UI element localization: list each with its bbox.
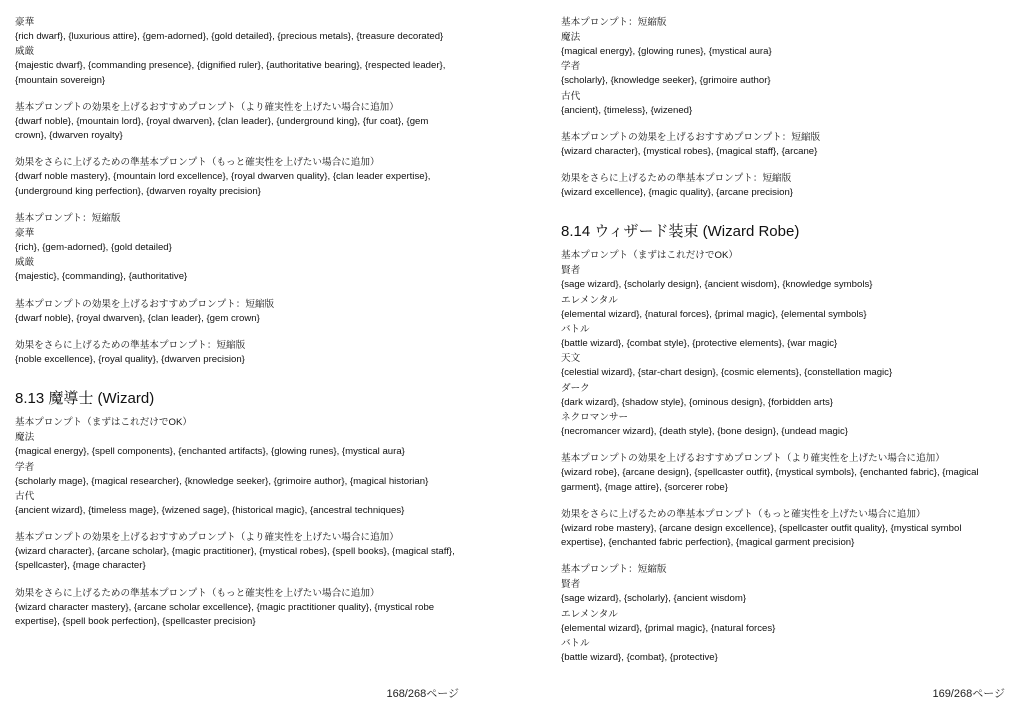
prompt-label: エレメンタル — [561, 608, 618, 620]
prompt-label: 基本プロンプト：短縮版 — [561, 17, 667, 28]
prompt-group — [15, 15, 460, 88]
prompt-keywords: {dwarf noble}, {mountain lord}, {royal dwarven}, {clan leader}, {underground king}, {fur coat}, {gem crown}, {dwarven royalty} — [15, 115, 429, 142]
prompt-keywords: {dark wizard}, {shadow style}, {ominous design}, {forbidden arts} — [561, 396, 833, 408]
section-heading: 8.13 魔導士 (Wizard) — [15, 390, 155, 408]
prompt-keywords: {rich dwarf}, {luxurious attire}, {gem-adorned}, {gold detailed}, {precious metals}, {treasure decorated} — [15, 31, 444, 42]
prompt-keywords: {ancient wizard}, {timeless mage}, {wizened sage}, {historical magic}, {ancestral techniques} — [15, 504, 405, 516]
prompt-group — [561, 130, 1006, 159]
prompt-keywords: {dwarf noble mastery}, {mountain lord excellence}, {royal dwarven quality}, {clan leader expertise}, {underground king perfection}, {dwarven royalty precision} — [15, 171, 431, 197]
prompt-keywords: {sage wizard}, {scholarly design}, {ancient wisdom}, {knowledge symbols} — [561, 279, 873, 291]
prompt-group — [15, 338, 460, 367]
prompt-keywords: {sage wizard}, {scholarly}, {ancient wisdom} — [561, 593, 747, 605]
prompt-group — [15, 586, 460, 630]
page-number: 168/268ページ — [386, 688, 459, 700]
prompt-label: 基本プロンプト（まずはこれだけでOK） — [561, 250, 738, 262]
prompt-keywords: {ancient}, {timeless}, {wizened} — [561, 104, 693, 116]
prompt-keywords: {necromancer wizard}, {death style}, {bone design}, {undead magic} — [561, 425, 848, 437]
prompt-label: 基本プロンプトの効果を上げるおすすめプロンプト：短縮版 — [561, 131, 821, 143]
prompt-label: 豪華 — [15, 228, 35, 240]
prompt-label: ダーク — [561, 382, 590, 394]
page-168 — [15, 15, 460, 641]
page-number: 169/268ページ — [932, 688, 1005, 700]
prompt-group — [15, 100, 460, 144]
prompt-keywords: {battle wizard}, {combat}, {protective} — [561, 652, 718, 664]
prompt-keywords: {dwarf noble}, {royal dwarven}, {clan leader}, {gem crown} — [15, 312, 260, 324]
prompt-keywords: {elemental wizard}, {natural forces}, {primal magic}, {elemental symbols} — [561, 308, 867, 320]
prompt-label: 効果をさらに上げるための準基本プロンプト（もっと確実性を上げたい場合に追加） — [561, 508, 926, 520]
prompt-keywords: {majestic dwarf}, {commanding presence}, {dignified ruler}, {authoritative bearing}, {respected leader}, {mountain sovereign} — [15, 60, 446, 86]
prompt-label: バトル — [561, 638, 590, 650]
prompt-label: エレメンタル — [561, 294, 618, 306]
prompt-label: 基本プロンプトの効果を上げるおすすめプロンプト（より確実性を上げたい場合に追加） — [15, 101, 399, 113]
prompt-group — [15, 415, 460, 518]
prompt-label: 効果をさらに上げるための準基本プロンプト：短縮版 — [561, 173, 792, 185]
prompt-group — [15, 155, 460, 199]
prompt-label: 威厳 — [15, 257, 35, 269]
prompt-label: 賢者 — [561, 579, 581, 591]
prompt-keywords: {wizard robe mastery}, {arcane design excellence}, {spellcaster outfit quality}, {mystical symbol expertise}, {enchanted fabric perfection}, {magical garment precision} — [561, 522, 962, 549]
prompt-group — [561, 171, 1006, 200]
prompt-keywords: {majestic}, {commanding}, {authoritative} — [15, 271, 188, 283]
prompt-label: ネクロマンサー — [561, 411, 629, 423]
prompt-label: 学者 — [15, 461, 35, 473]
prompt-group — [561, 15, 1006, 118]
prompt-keywords: {celestial wizard}, {star-chart design}, {cosmic elements}, {constellation magic} — [561, 367, 893, 379]
prompt-label: 基本プロンプトの効果を上げるおすすめプロンプト（より確実性を上げたい場合に追加） — [561, 453, 945, 465]
prompt-label: 賢者 — [561, 265, 581, 277]
prompt-group — [561, 562, 1006, 665]
prompt-group — [561, 451, 1006, 495]
prompt-label: 基本プロンプトの効果を上げるおすすめプロンプト：短縮版 — [15, 298, 275, 310]
prompt-keywords: {noble excellence}, {royal quality}, {dwarven precision} — [15, 353, 245, 365]
prompt-label: 基本プロンプトの効果を上げるおすすめプロンプト（より確実性を上げたい場合に追加） — [15, 532, 399, 544]
prompt-label: 基本プロンプト：短縮版 — [15, 213, 121, 225]
prompt-keywords: {wizard excellence}, {magic quality}, {arcane precision} — [561, 187, 793, 199]
prompt-keywords: {rich}, {gem-adorned}, {gold detailed} — [15, 242, 172, 254]
prompt-label: 威厳 — [15, 46, 35, 58]
prompt-keywords: {scholarly}, {knowledge seeker}, {grimoire author} — [561, 75, 771, 87]
prompt-label: 魔法 — [561, 32, 581, 43]
prompt-keywords: {scholarly mage}, {magical researcher}, {knowledge seeker}, {grimoire author}, {magical historian} — [15, 475, 429, 487]
prompt-label: 古代 — [561, 90, 581, 102]
prompt-label: バトル — [561, 324, 590, 336]
prompt-keywords: {wizard character}, {mystical robes}, {magical staff}, {arcane} — [561, 145, 818, 157]
page-169 — [561, 15, 1006, 677]
section-heading: 8.14 ウィザード装束 (Wizard Robe) — [561, 223, 800, 241]
prompt-label: 効果をさらに上げるための準基本プロンプト：短縮版 — [15, 339, 246, 351]
prompt-label: 基本プロンプト（まずはこれだけでOK） — [15, 417, 192, 429]
prompt-group — [561, 248, 1006, 439]
prompt-label: 天文 — [561, 353, 581, 365]
prompt-group — [15, 530, 460, 574]
prompt-keywords: {magical energy}, {spell components}, {enchanted artifacts}, {glowing runes}, {mystical aura} — [15, 446, 405, 458]
prompt-keywords: {wizard robe}, {arcane design}, {spellcaster outfit}, {mystical symbols}, {enchanted fabric}, {magical garment}, {mage attire}, {sorcerer robe} — [561, 467, 979, 493]
prompt-label: 古代 — [15, 490, 35, 502]
prompt-label: 基本プロンプト：短縮版 — [561, 564, 667, 576]
prompt-label: 効果をさらに上げるための準基本プロンプト（もっと確実性を上げたい場合に追加） — [15, 157, 380, 169]
prompt-label: 魔法 — [15, 432, 35, 444]
prompt-label: 豪華 — [15, 17, 35, 28]
prompt-group — [561, 507, 1006, 551]
prompt-group — [15, 211, 460, 285]
prompt-keywords: {wizard character}, {arcane scholar}, {magic practitioner}, {mystical robes}, {spell books}, {magical staff}, {spellcaster}, {mage character} — [15, 546, 455, 572]
prompt-keywords: {magical energy}, {glowing runes}, {mystical aura} — [561, 46, 772, 57]
prompt-keywords: {wizard character mastery}, {arcane scholar excellence}, {magic practitioner quality}, {mystical robe expertise}, {spell book perfection}, {spellcaster precision} — [15, 601, 435, 628]
prompt-keywords: {elemental wizard}, {primal magic}, {natural forces} — [561, 622, 776, 634]
prompt-keywords: {battle wizard}, {combat style}, {protective elements}, {war magic} — [561, 338, 838, 350]
prompt-label: 学者 — [561, 61, 581, 73]
prompt-group — [15, 297, 460, 326]
prompt-label: 効果をさらに上げるための準基本プロンプト（もっと確実性を上げたい場合に追加） — [15, 587, 380, 599]
